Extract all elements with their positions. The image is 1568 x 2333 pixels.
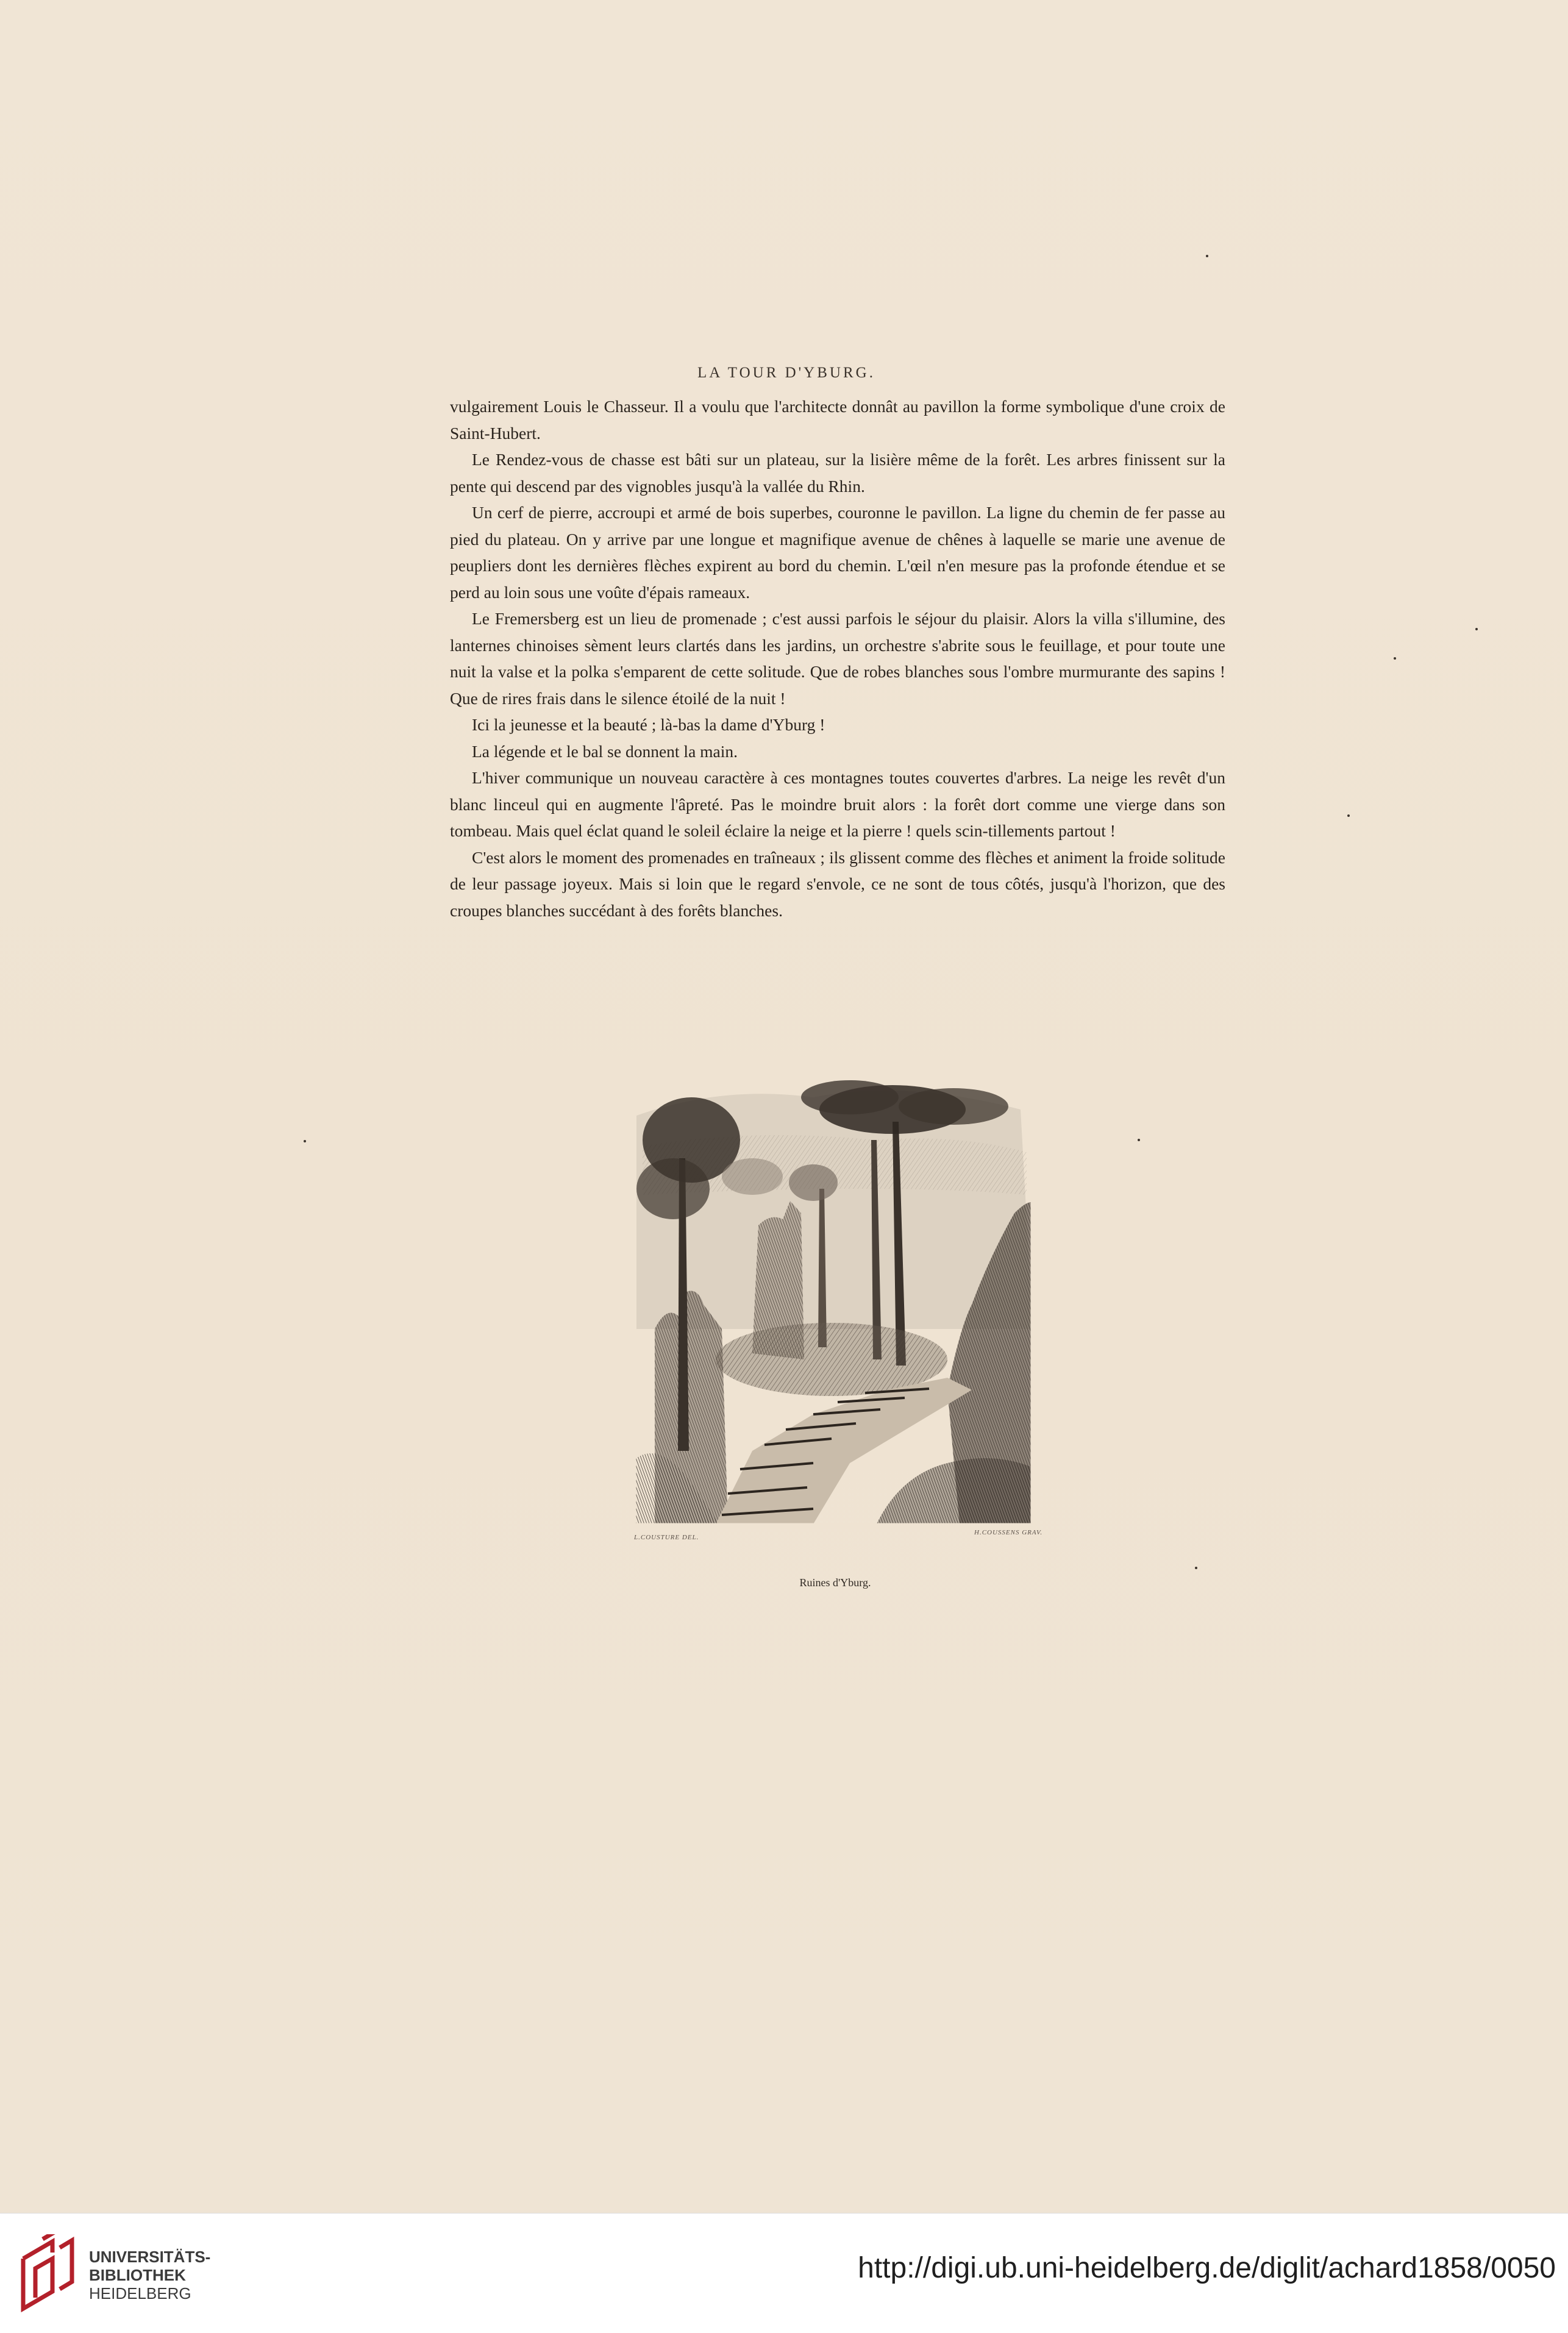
paragraph-6: La légende et le bal se donnent la main.	[472, 741, 738, 761]
document-url-link[interactable]: http://digi.ub.uni-heidelberg.de/diglit/achard1858/0050	[858, 2252, 1556, 2284]
library-name-line-3: HEIDELBERG	[89, 2284, 191, 2303]
paper-speck	[1195, 1567, 1197, 1569]
paragraph-7: L'hiver communique un nouveau caractère à ces montagnes toutes couvertes d'arbres. La neige les revêt d'un blanc linceul qui en augmente l'âpreté. Pas le moindre bruit alors : la forêt dort comme une vierge dans son tombeau. Mais quel éclat quand le soleil éclaire la neige et la pierre ! quels scin-tillements partout !	[450, 768, 1225, 840]
engraving-ruins-of-yburg	[630, 1073, 1036, 1529]
paragraph-5: Ici la jeunesse et la beauté ; là-bas la dame d'Yburg !	[472, 715, 825, 734]
paragraph-4: Le Fremersberg est un lieu de promenade ; c'est aussi parfois le séjour du plaisir. Alors la villa s'illumine, des lanternes chinoises sèment leurs clartés dans les jardins, un orchestre s'abrite sous le feuillage, et pour toute une nuit la valse et la polka s'emparent de cette solitude. Que de robes blanches sous l'ombre murmurante des sapins ! Que de rires frais dans le silence étoilé de la nuit !	[450, 609, 1225, 708]
paragraph-1: vulgairement Louis le Chasseur. Il a voulu que l'architecte donnât au pavillon la forme symbolique d'une croix de Saint-Hubert.	[450, 397, 1225, 443]
paper-speck	[1475, 628, 1478, 630]
library-name-line-1: UNIVERSITÄTS-	[89, 2248, 211, 2266]
university-library-logo-icon[interactable]	[18, 2234, 77, 2313]
engraver-signature-right: H.COUSSENS GRAV.	[974, 1529, 1043, 1536]
library-name	[89, 2248, 210, 2303]
paragraph-2: Le Rendez-vous de chasse est bâti sur un plateau, sur la lisière même de la forêt. Les arbres finissent sur la pente qui descend par des vignobles jusqu'à la vallée du Rhin.	[450, 450, 1225, 496]
library-name-line-2: BIBLIOTHEK	[89, 2266, 186, 2284]
text-block	[450, 393, 1225, 924]
engraver-signature-left: L.COUSTURE DEL.	[634, 1534, 699, 1541]
running-head: LA TOUR D'YBURG.	[697, 365, 875, 381]
paper-speck	[1206, 255, 1208, 257]
footer-bar	[0, 2213, 1568, 2333]
paragraph-8: C'est alors le moment des promenades en traîneaux ; ils glissent comme des flèches et animent la froide solitude de leur passage joyeux. Mais si loin que le regard s'envole, ce ne sont de tous côtés, jusqu'à l'horizon, que des croupes blanches succédant à des forêts blanches.	[450, 847, 1225, 920]
paper-speck	[1347, 814, 1350, 817]
paragraph-3: Un cerf de pierre, accroupi et armé de bois superbes, couronne le pavillon. La ligne du chemin de fer passe au pied du plateau. On y arrive par une longue et magnifique avenue de chênes à laquelle se marie une avenue de peupliers dont les dernières flèches expirent au bord du chemin. L'œil n'en mesure pas la profonde étendue et se perd au loin sous une voûte d'épais rameaux.	[450, 503, 1225, 602]
paper-speck	[1138, 1139, 1140, 1141]
illustration-caption: Ruines d'Yburg.	[799, 1576, 871, 1589]
paper-speck	[304, 1140, 306, 1142]
paper-speck	[1394, 657, 1396, 660]
